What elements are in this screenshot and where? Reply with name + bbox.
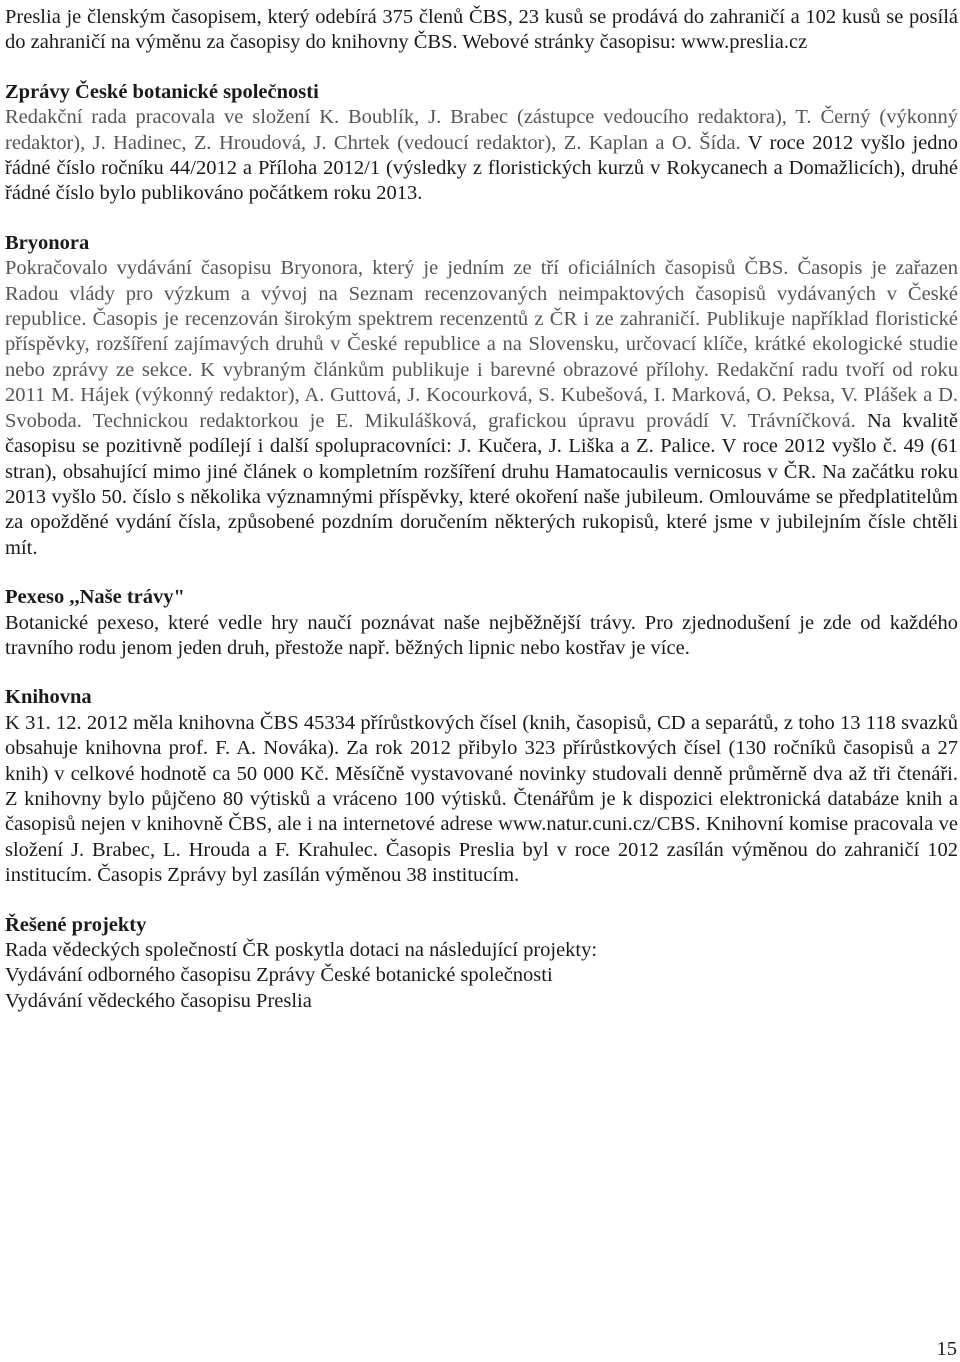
zpravy-paragraph [5,105,958,207]
section-heading-projekty: Řešené projekty [5,913,147,936]
projekty-line: Vydávání odborného časopisu Zprávy České botanické společnosti [5,964,553,987]
zpravy-editorial-board-text: Redakční rada pracovala ve složení K. Boublík, J. Brabec (zástupce vedoucího redaktora), T. Černý (výkonný redaktor), J. Hadinec, Z. Hroudová, J. Chrtek (vedoucí redaktor), Z. Kaplan a O. Šída. [5,106,958,154]
section-zpravy [5,80,958,207]
intro-paragraph: Preslia je členským časopisem, který odebírá 375 členů ČBS, 23 kusů se prodává do zahraničí a 102 kusů se posílá do zahraničí na výměnu za časopisy do knihovny ČBS. Webové stránky časopisu: www.preslia.cz [5,6,958,54]
bryonora-collaborators-text: Na kvalitě časopisu se pozitivně podílejí i další spolupracovníci: J. Kučera, J. Liška a Z. Palice. V roce 2012 vyšlo č. 49 (61 stran), obsahující mimo jiné článek o kompletním rozšíření druhu Hamatocaulis vernicosus v ČR. Na začátku roku 2013 vyšlo 50. číslo s několika významnými příspěvky, které okoření naše jubileum. Omlouváme se předplatitelům za opožděné vydání čísla, způsobené pozdním doručením některých rukopisů, které jsme v jubilejním čísle chtěli mít. [5,409,958,559]
section-heading-pexeso: Pexeso ,,Naše trávy" [5,586,185,609]
page-number: 15 [936,1338,957,1360]
zpravy-issues-text: V roce 2012 vyšlo jedno řádné číslo ročníku 44/2012 a Příloha 2012/1 (výsledky z floristických kurzů v Rokycanech a Domažlicích), druhé řádné číslo bylo publikováno počátkem roku 2013. [5,131,958,205]
section-bryonora [5,231,958,561]
section-projekty [5,913,958,1015]
section-pexeso [5,585,958,661]
projekty-line: Vydávání vědeckého časopisu Preslia [5,989,312,1012]
section-knihovna [5,685,958,888]
section-heading-knihovna: Knihovna [5,686,92,709]
section-heading-bryonora: Bryonora [5,231,90,254]
knihovna-paragraph: K 31. 12. 2012 měla knihovna ČBS 45334 přírůstkových čísel (knih, časopisů, CD a separátů, z toho 13 118 svazků obsahuje knihovna prof. F. A. Nováka). Za rok 2012 přibylo 323 přírůstkových čísel (130 ročníků časopisů a 27 knih) v celkové hodnotě ca 50 000 Kč. Měsíčně vystavované novinky studovali denně průměrně dva až tři čtenáři. Z knihovny bylo půjčeno 80 výtisků a vráceno 100 výtisků. Čtenářům je k dispozici elektronická databáze knih a časopisů nejen v knihovně ČBS, ale i na internetové adrese www.natur.cuni.cz/CBS. Knihovní komise pracovala ve složení J. Brabec, L. Hrouda a F. Krahulec. Časopis Preslia byl v roce 2012 zasílán výměnou do zahraničí 102 institucím. Časopis Zprávy byl zasílán výměnou 38 institucím. [5,711,958,887]
pexeso-paragraph: Botanické pexeso, které vedle hry naučí poznávat naše nejběžnější trávy. Pro zjednodušení je zde od každého travního rodu jenom jeden druh, přestože např. běžných lipnic nebo kostřav je více. [5,611,958,659]
bryonora-journal-text: Pokračovalo vydávání časopisu Bryonora, který je jedním ze tří oficiálních časopisů ČBS. Časopis je zařazen Radou vlády pro výzkum a vývoj na Seznam recenzovaných neimpaktových časopisů vydávaných v České republice. Časopis je recenzován širokým spektrem recenzentů z ČR i ze zahraničí. Publikuje například floristické příspěvky, rozšíření zajímavých druhů v České republice a na Slovensku, určovací klíče, krátké ekologické studie nebo zprávy ze sekce. K vybraným článkům publikuje i barevné obrazové přílohy. Redakční radu tvoří od roku 2011 M. Hájek (výkonný redaktor), A. Guttová, J. Kocourková, S. Kubešová, I. Marková, O. Peksa, V. Plášek a D. Svoboda. Technickou redaktorkou je E. Mikulášková, grafickou úpravu provádí V. Trávníčková. [5,257,958,432]
projekty-line: Rada vědeckých společností ČR poskytla dotaci na následující projekty: [5,939,598,961]
document-page [5,0,958,1014]
bryonora-paragraph [5,256,958,561]
section-heading-zpravy: Zprávy České botanické společnosti [5,80,319,103]
